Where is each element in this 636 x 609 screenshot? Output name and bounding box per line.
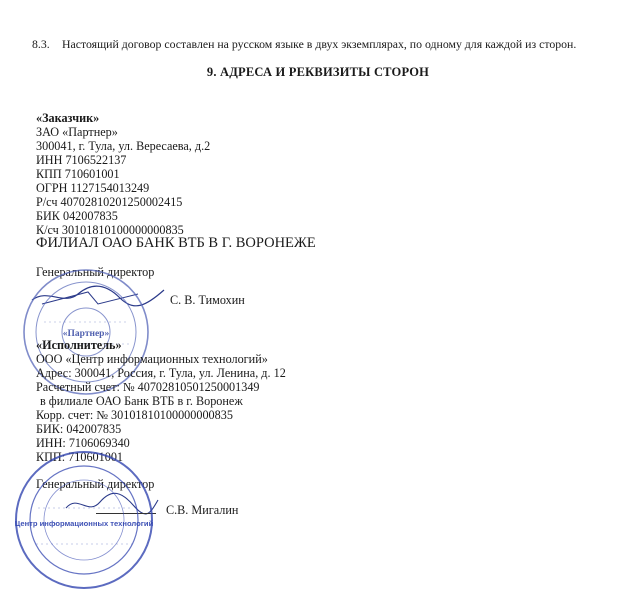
clause-number: 8.3. (32, 37, 50, 51)
customer-role: «Заказчик» (36, 111, 100, 125)
contractor-bik: БИК: 042007835 (36, 422, 122, 436)
contractor-signer-title: Генеральный директор (36, 477, 155, 491)
clause-text: Настоящий договор составлен на русском языке в двух экземплярах, по одному для каждой из сторон. (62, 37, 577, 51)
customer-account: Р/сч 40702810201250002415 (36, 195, 183, 209)
contractor-inn: ИНН: 7106069340 (36, 436, 130, 450)
contractor-name: ООО «Центр информационных технологий» (36, 352, 268, 366)
contractor-signer-name: С.В. Мигалин (166, 503, 239, 517)
contractor-kpp: КПП: 710601001 (36, 450, 124, 464)
customer-kpp: КПП 710601001 (36, 167, 120, 181)
clause-8-3 (32, 38, 576, 51)
customer-stamp-label: «Партнер» (62, 329, 110, 339)
customer-bik: БИК 042007835 (36, 209, 118, 223)
customer-ogrn: ОГРН 1127154013249 (36, 181, 150, 195)
contractor-account: Расчетный счет: № 40702810501250001349 (36, 380, 260, 394)
customer-address: 300041, г. Тула, ул. Вересаева, д.2 (36, 139, 211, 153)
contractor-address: Адрес: 300041, Россия, г. Тула, ул. Ленина, д. 12 (36, 366, 286, 380)
customer-name: ЗАО «Партнер» (36, 125, 118, 139)
customer-corr-account: К/сч 30101810100000000835 (36, 223, 184, 237)
contractor-stamp-label: Центр информационных технологий (14, 519, 154, 528)
customer-bank: ФИЛИАЛ ОАО БАНК ВТБ В Г. ВОРОНЕЖЕ (36, 235, 316, 251)
contractor-bank: в филиале ОАО Банк ВТБ в г. Воронеж (40, 394, 243, 408)
contractor-role: «Исполнитель» (36, 338, 122, 352)
customer-signer-name: С. В. Тимохин (170, 293, 245, 307)
customer-signer-title: Генеральный директор (36, 265, 155, 279)
customer-inn: ИНН 7106522137 (36, 153, 127, 167)
contractor-stamp (12, 448, 156, 592)
section-title: 9. АДРЕСА И РЕКВИЗИТЫ СТОРОН (206, 65, 430, 79)
contractor-corr-account: Корр. счет: № 30101810100000000835 (36, 408, 233, 422)
